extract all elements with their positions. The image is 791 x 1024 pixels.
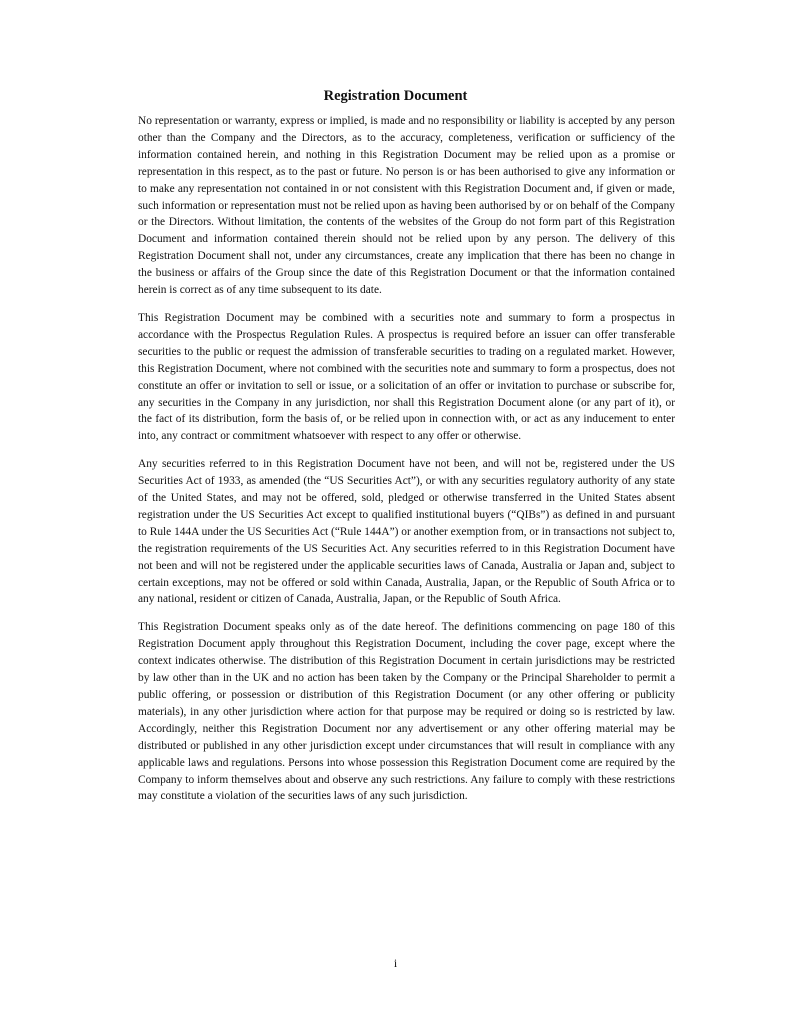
- document-body: [138, 113, 675, 816]
- paragraph-disclaimer: No representation or warranty, express or implied, is made and no responsibility or liability is accepted by any person other than the Company and the Directors, as to the accuracy, completeness, verification or sufficiency of the information contained herein, and nothing in this Registration Document may be relied upon as a promise or representation in this respect, as to the past or future. No person is or has been authorised to give any information or to make any representation not contained in or not consistent with this Registration Document and, if given or made, such information or representation must not be relied upon as having been authorised by or on behalf of the Company or the Directors. Without limitation, the contents of the websites of the Group do not form part of this Registration Document and information contained therein should not be relied upon by any person. The delivery of this Registration Document shall not, under any circumstances, create any implication that there has been no change in the business or affairs of the Group since the date of this Registration Document or that the information contained herein is correct as of any time subsequent to its date.: [138, 115, 675, 297]
- paragraph-distribution: This Registration Document speaks only as of the date hereof. The definitions commencing on page 180 of this Registration Document apply throughout this Registration Document, including the cover page, except where the context indicates otherwise. The distribution of this Registration Document in certain jurisdictions may be restricted by law other than in the UK and no action has been taken by the Company or the Principal Shareholder to permit a public offering, or possession or distribution of this Registration Document (or any other offering or publicity materials), in any other jurisdiction where action for that purpose may be required or doing so is restricted by law. Accordingly, neither this Registration Document nor any advertisement or any other offering material may be distributed or published in any other jurisdiction except under circumstances that will result in compliance with any applicable laws and regulations. Persons into whose possession this Registration Document come are required by the Company to inform themselves about and observe any such restrictions. Any failure to comply with these restrictions may constitute a violation of the securities laws of any such jurisdiction.: [138, 621, 675, 803]
- page-title: Registration Document: [323, 88, 468, 104]
- paragraph-prospectus: This Registration Document may be combined with a securities note and summary to form a prospectus in accordance with the Prospectus Regulation Rules. A prospectus is required before an issuer can offer transferable securities to the public or request the admission of transferable securities to trading on a regulated market. However, this Registration Document, where not combined with the securities note and summary to form a prospectus, does not constitute an offer or invitation to sell or issue, or a solicitation of an offer or invitation to purchase or subscribe for, any securities in the Company in any jurisdiction, nor shall this Registration Document alone (or any part of it), or the fact of its distribution, form the basis of, or be relied upon in connection with, or act as any inducement to enter into, any contract or commitment whatsoever with respect to any offer or otherwise.: [138, 311, 675, 443]
- paragraph-us-securities: Any securities referred to in this Registration Document have not been, and will not be, registered under the US Securities Act of 1933, as amended (the “US Securities Act”), or with any securities regulatory authority of any state of the United States, and may not be offered, sold, pledged or otherwise transferred in the United States absent registration under the US Securities Act except to qualified institutional buyers (“QIBs”) as defined in and pursuant to Rule 144A under the US Securities Act (“Rule 144A”) or another exemption from, or in transactions not subject to, the registration requirements of the US Securities Act. Any securities referred to in this Registration Document have not been and will not be registered under the applicable securities laws of Canada, Australia or Japan and, subject to certain exceptions, may not be offered or sold within Canada, Australia, Japan, or the Republic of South Africa or to any national, resident or citizen of Canada, Australia, Japan, or the Republic of South Africa.: [138, 458, 675, 606]
- page-number: i: [393, 956, 398, 970]
